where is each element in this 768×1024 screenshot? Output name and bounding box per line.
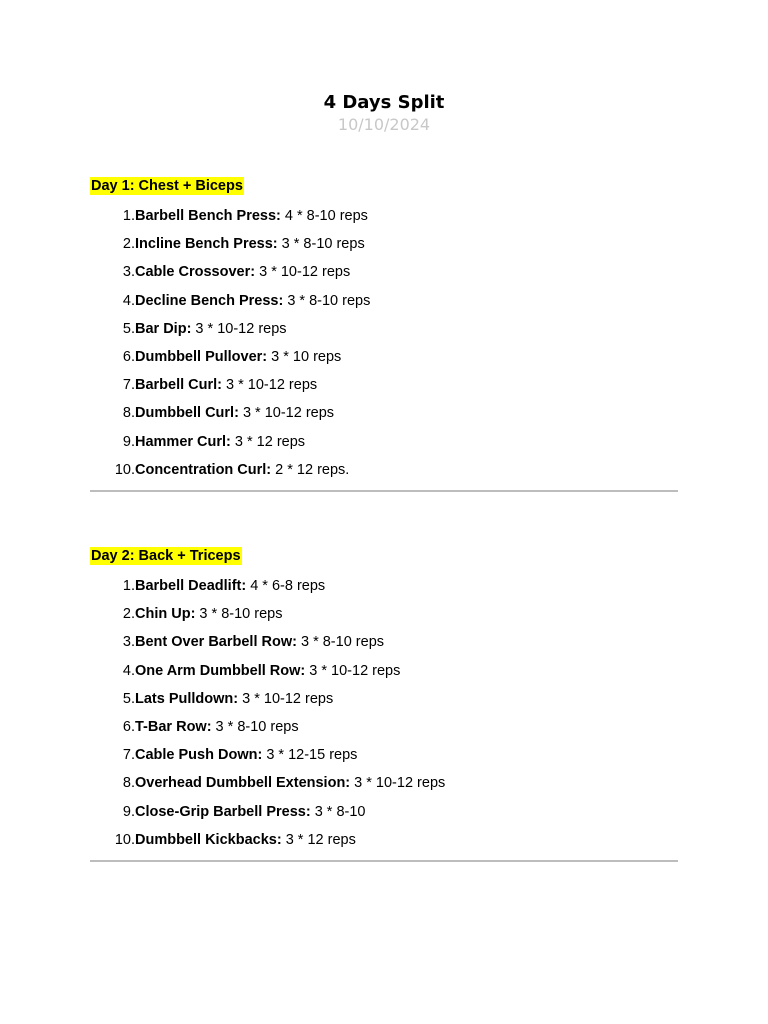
list-number: 2.	[122, 606, 135, 623]
exercise-name: Lats Pulldown:	[135, 690, 239, 707]
list-item-text	[135, 258, 350, 286]
exercise-name: Cable Push Down:	[135, 747, 263, 764]
exercise-name: T-Bar Row:	[135, 718, 212, 735]
document-date: 10/10/2024	[337, 115, 431, 134]
exercise-name: Hammer Curl:	[135, 433, 231, 450]
list-item	[90, 798, 678, 826]
exercise-name: Barbell Bench Press:	[135, 208, 281, 224]
list-number: 10.	[114, 831, 135, 848]
exercise-name: Overhead Dumbbell Extension:	[135, 775, 351, 792]
exercise-detail: 3 * 8-10 reps	[211, 718, 299, 735]
exercise-name: Cable Crossover:	[135, 264, 256, 281]
list-item-text	[135, 713, 299, 741]
list-number: 8.	[122, 405, 135, 422]
list-item	[90, 572, 678, 600]
exercise-detail: 3 * 8-10 reps	[283, 292, 371, 309]
list-item	[90, 258, 678, 286]
list-item	[90, 456, 678, 484]
list-item-text	[135, 287, 370, 315]
list-item-text	[135, 202, 368, 230]
list-item	[90, 826, 678, 854]
list-item-text	[135, 428, 305, 456]
exercise-detail: 3 * 8-10	[310, 803, 366, 820]
list-item-text	[135, 600, 282, 628]
list-number: 6.	[122, 718, 135, 735]
exercise-detail: 3 * 10-12 reps	[350, 775, 446, 792]
section-divider	[90, 490, 678, 492]
list-item-text	[135, 657, 400, 685]
list-number: 4.	[122, 662, 135, 679]
list-number: 6.	[122, 348, 135, 365]
day-1-heading: Day 1: Chest + Biceps	[91, 178, 243, 194]
exercise-detail: 3 * 10-12 reps	[238, 405, 335, 422]
exercise-name: Bar Dip:	[135, 320, 192, 337]
exercise-detail: 2 * 12 reps.	[271, 461, 350, 478]
exercise-detail: 3 * 10-12 reps	[305, 662, 401, 679]
exercise-detail: 3 * 12-15 reps	[262, 747, 358, 764]
list-item	[90, 399, 678, 427]
list-item	[90, 600, 678, 628]
list-item-text	[135, 343, 341, 371]
exercise-name: Close-Grip Barbell Press:	[135, 803, 311, 820]
exercise-detail: 3 * 8-10 reps	[195, 606, 283, 623]
list-item	[90, 741, 678, 769]
exercise-detail: 3 * 10-12 reps	[255, 264, 351, 281]
list-item	[90, 769, 678, 797]
list-number: 1.	[122, 578, 135, 594]
list-number: 3.	[122, 634, 135, 651]
document-header	[0, 92, 768, 136]
section-divider	[90, 860, 678, 862]
exercise-detail: 3 * 10-12 reps	[191, 320, 287, 337]
exercise-detail: 4 * 6-8 reps	[246, 578, 326, 594]
list-item	[90, 202, 678, 230]
exercise-name: Dumbbell Curl:	[135, 405, 239, 422]
list-number: 5.	[122, 690, 135, 707]
list-item-text	[135, 315, 287, 343]
list-item	[90, 343, 678, 371]
day-2-section	[90, 547, 678, 862]
list-item-text	[135, 371, 317, 399]
list-item-text	[135, 230, 365, 258]
list-item	[90, 315, 678, 343]
list-item	[90, 230, 678, 258]
list-item	[90, 713, 678, 741]
list-number: 10.	[114, 461, 135, 478]
exercise-detail: 3 * 8-10 reps	[277, 236, 365, 253]
exercise-detail: 3 * 12 reps	[281, 831, 356, 848]
list-number: 7.	[122, 747, 135, 764]
list-item-text	[135, 399, 334, 427]
list-item	[90, 657, 678, 685]
day-1-exercise-list	[90, 202, 678, 484]
list-number: 3.	[122, 264, 135, 281]
exercise-name: Decline Bench Press:	[135, 292, 284, 309]
list-item-text	[135, 628, 384, 656]
day-1-section	[90, 177, 678, 492]
list-item-text	[135, 826, 356, 854]
exercise-name: One Arm Dumbbell Row:	[135, 662, 306, 679]
exercise-detail: 3 * 10-12 reps	[222, 377, 318, 394]
list-number: 5.	[122, 320, 135, 337]
exercise-name: Concentration Curl:	[135, 461, 272, 478]
exercise-detail: 3 * 12 reps	[230, 433, 306, 450]
list-number: 7.	[122, 377, 135, 394]
list-number: 8.	[122, 775, 135, 792]
day-2-heading: Day 2: Back + Triceps	[91, 548, 241, 564]
exercise-detail: 4 * 8-10 reps	[280, 208, 368, 224]
exercise-name: Incline Bench Press:	[135, 236, 278, 253]
exercise-name: Dumbbell Pullover:	[135, 348, 268, 365]
list-number: 4.	[122, 292, 135, 309]
exercise-detail: 3 * 10 reps	[267, 348, 342, 365]
day-2-exercise-list	[90, 572, 678, 854]
list-item-text	[135, 741, 357, 769]
list-item	[90, 428, 678, 456]
list-number: 1.	[122, 208, 135, 224]
exercise-name: Barbell Deadlift:	[135, 578, 247, 594]
list-number: 2.	[122, 236, 135, 253]
document-title: 4 Days Split	[323, 92, 445, 113]
list-number: 9.	[122, 803, 135, 820]
list-item-text	[135, 685, 333, 713]
list-item-text	[135, 798, 366, 826]
list-item	[90, 685, 678, 713]
exercise-detail: 3 * 8-10 reps	[296, 634, 385, 651]
list-item-text	[135, 769, 445, 797]
list-item	[90, 287, 678, 315]
list-item-text	[135, 456, 349, 484]
exercise-name: Bent Over Barbell Row:	[135, 634, 297, 651]
list-item	[90, 371, 678, 399]
list-item	[90, 628, 678, 656]
list-item-text	[135, 572, 325, 600]
exercise-detail: 3 * 10-12 reps	[238, 690, 334, 707]
exercise-name: Dumbbell Kickbacks:	[135, 831, 282, 848]
list-number: 9.	[122, 433, 135, 450]
exercise-name: Chin Up:	[135, 606, 196, 623]
exercise-name: Barbell Curl:	[135, 377, 223, 394]
